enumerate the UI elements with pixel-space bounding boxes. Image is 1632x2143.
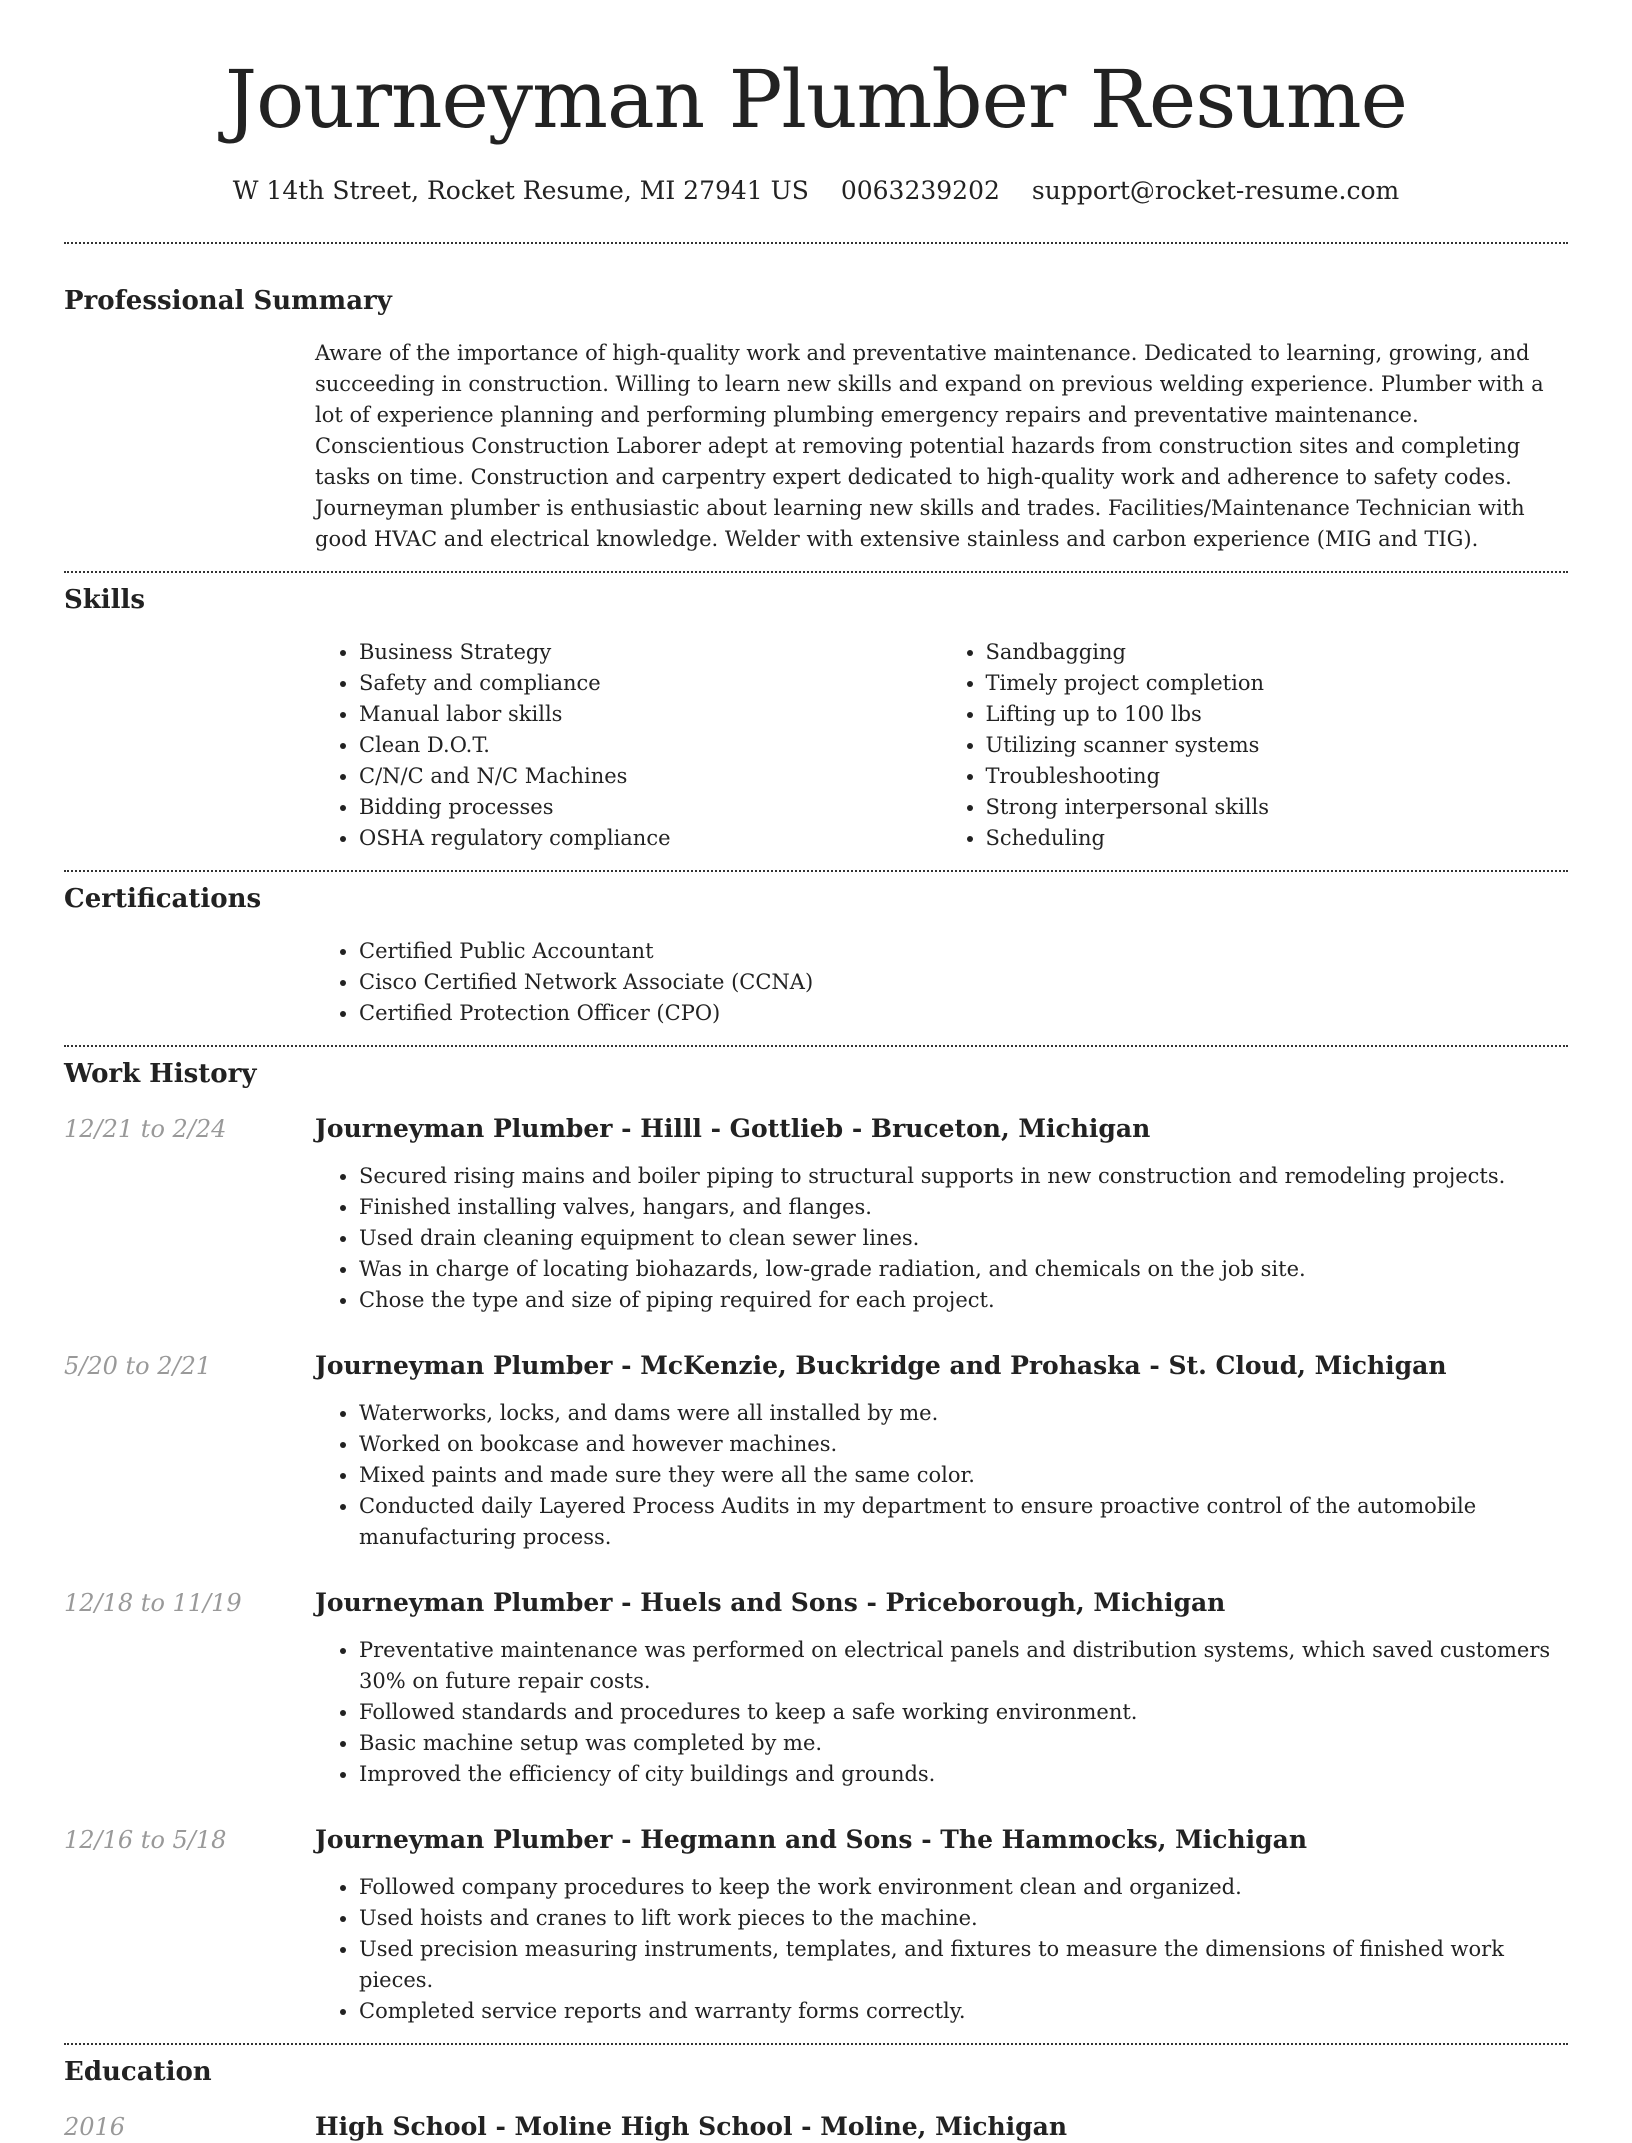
list-item: • Business Strategy [359,637,942,668]
job-bullets [315,1635,1568,1790]
list-item: • OSHA regulatory compliance [359,823,942,854]
contact-email: support@rocket-resume.com [1031,176,1400,205]
contact-address: W 14th Street, Rocket Resume, MI 27941 US [232,176,809,205]
job-bullets [315,1398,1568,1553]
list-item: • Clean D.O.T. [359,730,942,761]
job-entry [64,1350,1568,1553]
list-item: • Mixed paints and made sure they were all the same color. [359,1460,1568,1491]
job-entry [64,1587,1568,1790]
job-title: Journeyman Plumber - Huels and Sons - Priceborough, Michigan [315,1588,1226,1617]
list-item: • C/N/C and N/C Machines [359,761,942,792]
summary-text: Aware of the importance of high-quality work and preventative maintenance. Dedicated to learning, growing, and succeeding in construction. Willing to learn new skills and expand on previous welding experience. Plumber with a lot of experience planning and performing plumbing emergency repairs and preventative maintenance. Conscientious Construction Laborer adept at removing potential hazards from construction sites and completing tasks on time. Construction and carpentry expert dedicated to high-quality work and adherence to safety codes. Journeyman plumber is enthusiastic about learning new skills and trades. Facilities/Maintenance Technician with good HVAC and electrical knowledge. Welder with extensive stainless and carbon experience (MIG and TIG). [315,341,1544,551]
job-dates: 12/21 to 2/24 [64,1115,227,1143]
list-item: • Manual labor skills [359,699,942,730]
resume-page [64,0,1568,2143]
list-item: • Improved the efficiency of city buildings and grounds. [359,1759,1568,1790]
contact-phone: 0063239202 [840,176,1000,205]
education-date: 2016 [64,2113,126,2141]
list-item: • Followed company procedures to keep the work environment clean and organized. [359,1872,1568,1903]
certifications-list [315,936,1568,1029]
list-item: • Used precision measuring instruments, templates, and fixtures to measure the dimensions of finished work pieces. [359,1934,1568,1996]
summary-section [64,244,1568,555]
contact-line [64,174,1568,208]
job-bullets [315,1161,1568,1316]
job-bullets [315,1872,1568,2027]
section-title-work-history: Work History [64,1059,257,1089]
job-title: Journeyman Plumber - Hegmann and Sons - The Hammocks, Michigan [315,1825,1308,1854]
job-entry [64,1113,1568,1316]
certifications-section [64,872,1568,1029]
section-title-education: Education [64,2057,212,2087]
list-item: • Safety and compliance [359,668,942,699]
education-entry [64,2111,1568,2143]
list-item: • Preventative maintenance was performed on electrical panels and distribution systems, which saved customers 30% on future repair costs. [359,1635,1568,1697]
list-item: • Secured rising mains and boiler piping to structural supports in new construction and remodeling projects. [359,1161,1568,1192]
skills-list-left [315,637,942,854]
list-item: • Troubleshooting [986,761,1569,792]
list-item: • Worked on bookcase and however machines. [359,1429,1568,1460]
list-item: • Strong interpersonal skills [986,792,1569,823]
job-dates: 5/20 to 2/21 [64,1352,212,1380]
list-item: • Chose the type and size of piping required for each project. [359,1285,1568,1316]
work-history-section [64,1047,1568,2027]
list-item: • Lifting up to 100 lbs [986,699,1569,730]
section-title-certifications: Certifications [64,884,262,914]
section-title-skills: Skills [64,585,146,615]
job-entry [64,1824,1568,2027]
list-item: • Sandbagging [986,637,1569,668]
list-item: • Was in charge of locating biohazards, low-grade radiation, and chemicals on the job site. [359,1254,1568,1285]
education-title: High School - Moline High School - Moline, Michigan [315,2112,1068,2141]
list-item: • Finished installing valves, hangars, and flanges. [359,1192,1568,1223]
list-item: • Used drain cleaning equipment to clean sewer lines. [359,1223,1568,1254]
job-title: Journeyman Plumber - McKenzie, Buckridge and Prohaska - St. Cloud, Michigan [315,1351,1447,1380]
list-item: • Utilizing scanner systems [986,730,1569,761]
list-item: • Completed service reports and warranty forms correctly. [359,1996,1568,2027]
list-item: • Used hoists and cranes to lift work pieces to the machine. [359,1903,1568,1934]
list-item: • Conducted daily Layered Process Audits in my department to ensure proactive control of the automobile manufacturing process. [359,1491,1568,1553]
job-dates: 12/18 to 11/19 [64,1589,242,1617]
list-item: • Timely project completion [986,668,1569,699]
job-dates: 12/16 to 5/18 [64,1826,227,1854]
skills-section [64,573,1568,854]
list-item: • Followed standards and procedures to keep a safe working environment. [359,1697,1568,1728]
list-item: • Certified Public Accountant [359,936,1568,967]
job-title: Journeyman Plumber - Hilll - Gottlieb - Bruceton, Michigan [315,1114,1151,1143]
list-item: • Cisco Certified Network Associate (CCNA) [359,967,1568,998]
skills-list-right [942,637,1569,854]
list-item: • Certified Protection Officer (CPO) [359,998,1568,1029]
section-title-summary: Professional Summary [64,286,392,316]
resume-title: Journeyman Plumber Resume [225,53,1407,146]
list-item: • Basic machine setup was completed by me. [359,1728,1568,1759]
list-item: • Scheduling [986,823,1569,854]
list-item: • Bidding processes [359,792,942,823]
education-section [64,2045,1568,2143]
list-item: • Waterworks, locks, and dams were all installed by me. [359,1398,1568,1429]
